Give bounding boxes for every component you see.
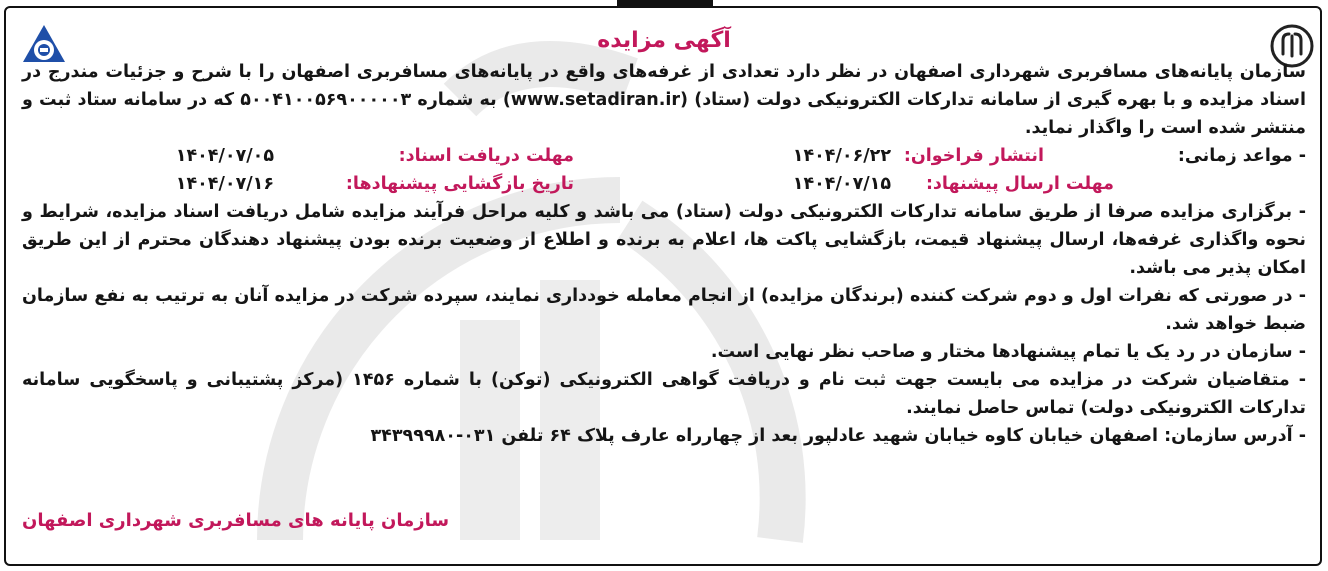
doc-deadline-date: ۱۴۰۴/۰۷/۰۵ — [175, 146, 274, 166]
doc-deadline-label: مهلت دریافت اسناد: — [398, 146, 574, 166]
publish-label: انتشار فراخوان: — [903, 146, 1044, 166]
opening-date: ۱۴۰۴/۰۷/۱۶ — [175, 174, 274, 194]
paragraph-address: - آدرس سازمان: اصفهان خیابان کاوه خیابان شهید عادلپور بعد از چهارراه عارف پلاک ۶۴ تلفن ۰۳۱-۳۴۳۹۹۹۸۰ — [370, 426, 1306, 446]
bid-deadline-date: ۱۴۰۴/۰۷/۱۵ — [792, 174, 891, 194]
paragraph-deposit: - در صورتی که نفرات اول و دوم شرکت کننده (برندگان مزایده) از انجام معامله خودداری نمایند، سپرده شرکت در مزایده آنان به ترتیب به نفع سازمان ضبط خواهد شد. — [22, 286, 1306, 334]
publish-date: ۱۴۰۴/۰۶/۲۲ — [792, 146, 891, 166]
paragraph-process: - برگزاری مزایده صرفا از طریق سامانه تدارکات الکترونیکی دولت (ستاد) می باشد و کلیه مراحل فرآیند مزایده شامل دریافت اسناد مزایده، شرایط و نحوه واگذاری غرفه‌ها، ارسال پیشنهاد قیمت، بازگشایی پاکت ها، اعلام به برنده و اطلاع از وضعیت برنده بودن پیشنهاد دهندگان محترم از این طریق امکان پذیر می باشد. — [22, 202, 1306, 278]
signature: سازمان پایانه های مسافربری شهرداری اصفهان — [22, 510, 450, 531]
bid-deadline-label: مهلت ارسال پیشنهاد: — [925, 174, 1114, 194]
schedule-label: - مواعد زمانی: — [1177, 146, 1306, 166]
schedule-block — [22, 142, 1306, 198]
opening-label: تاریخ بازگشایی پیشنهادها: — [345, 174, 574, 194]
paragraph-rejection: - سازمان در رد یک یا تمام پیشنهادها مختار و صاحب نظر نهایی است. — [710, 342, 1306, 362]
paragraph-registration: - متقاضیان شرکت در مزایده می بایست جهت ثبت نام و دریافت گواهی الکترونیکی (توکن) با شماره ۱۴۵۶ (مرکز پشتیبانی و پاسخگویی سامانه تدارکات الکترونیکی دولت) تماس حاصل نمایند. — [22, 370, 1306, 418]
notice-intro: سازمان پایانه‌های مسافربری شهرداری اصفهان در نظر دارد تعدادی از غرفه‌های واقع در پایانه‌های مسافربری اصفهان را با شرح و جزئیات مندرج در اسناد مزایده و با بهره گیری از سامانه تدارکات الکترونیکی دولت (ستاد) (www.setadiran.ir) به شماره ۵۰۰۴۱۰۰۵۶۹۰۰۰۰۰۳ که در سامانه ستاد ثبت و منتشر شده است را واگذار نماید. — [22, 62, 1306, 138]
notice-body — [22, 58, 1306, 450]
notice-title: آگهی مزایده — [597, 28, 731, 53]
